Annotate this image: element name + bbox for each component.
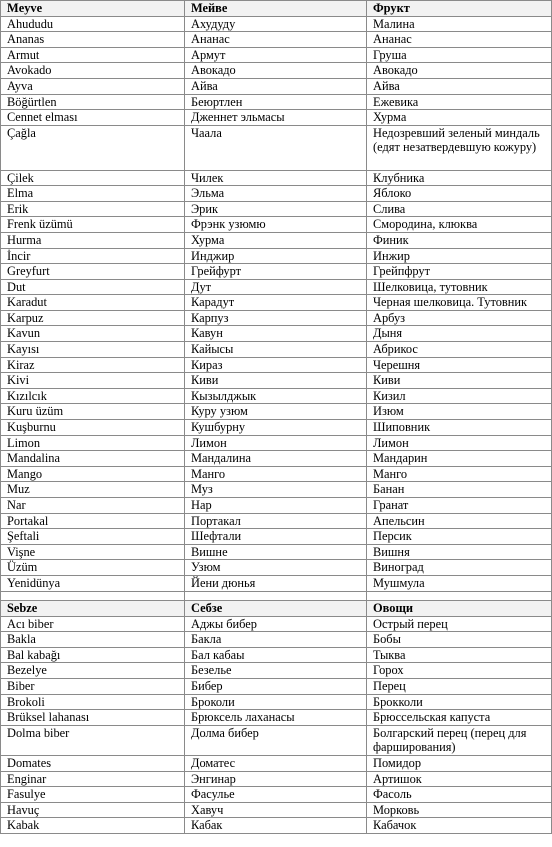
fruit-row	[1, 232, 552, 248]
cell-transliteration: Кайысы	[185, 342, 367, 358]
fruit-row	[1, 466, 552, 482]
cell-russian: Авокадо	[367, 63, 552, 79]
cell-transliteration: Узюм	[185, 560, 367, 576]
cell-transliteration: Эрик	[185, 201, 367, 217]
cell-russian: Грейпфрут	[367, 264, 552, 280]
cell-turkish: Böğürtlen	[1, 94, 185, 110]
cell-russian: Арбуз	[367, 310, 552, 326]
cell-transliteration: Мандалина	[185, 451, 367, 467]
fruit-row	[1, 404, 552, 420]
cell-transliteration: Армут	[185, 47, 367, 63]
cell-turkish: Karadut	[1, 295, 185, 311]
cell-russian: Артишок	[367, 771, 552, 787]
cell-turkish: Kuşburnu	[1, 420, 185, 436]
cell-russian: Гранат	[367, 498, 552, 514]
cell-russian: Брокколи	[367, 694, 552, 710]
cell-russian: Тыква	[367, 647, 552, 663]
cell-transliteration: Брюксель лаханасы	[185, 710, 367, 726]
fruit-row	[1, 94, 552, 110]
empty-cell	[1, 591, 185, 600]
cell-turkish: Vişne	[1, 544, 185, 560]
cell-russian: Малина	[367, 16, 552, 32]
cell-russian: Айва	[367, 78, 552, 94]
cell-russian: Болгарский перец (перец для фарширования)	[367, 725, 552, 755]
fruit-row	[1, 110, 552, 126]
cell-transliteration: Портакал	[185, 513, 367, 529]
cell-turkish: Avokado	[1, 63, 185, 79]
cell-russian: Дыня	[367, 326, 552, 342]
cell-turkish: Üzüm	[1, 560, 185, 576]
fruit-row	[1, 342, 552, 358]
cell-transliteration: Грейфурт	[185, 264, 367, 280]
cell-turkish: Nar	[1, 498, 185, 514]
cell-russian: Кабачок	[367, 818, 552, 834]
fruit-row	[1, 310, 552, 326]
fruit-row	[1, 47, 552, 63]
cell-transliteration: Кавун	[185, 326, 367, 342]
cell-russian: Шиповник	[367, 420, 552, 436]
cell-turkish: Enginar	[1, 771, 185, 787]
cell-transliteration: Эльма	[185, 186, 367, 202]
cell-transliteration: Чилек	[185, 170, 367, 186]
cell-turkish: Bal kabağı	[1, 647, 185, 663]
cell-transliteration: Ананас	[185, 32, 367, 48]
cell-russian: Ежевика	[367, 94, 552, 110]
vegetable-row	[1, 771, 552, 787]
cell-russian: Недозревший зеленый миндаль (едят незатвердевшую кожуру)	[367, 125, 552, 170]
fruit-row	[1, 326, 552, 342]
cell-transliteration: Бакла	[185, 632, 367, 648]
cell-transliteration: Дженнет эльмасы	[185, 110, 367, 126]
cell-transliteration: Лимон	[185, 435, 367, 451]
cell-transliteration: Ахудуду	[185, 16, 367, 32]
fruit-row	[1, 498, 552, 514]
cell-turkish: Limon	[1, 435, 185, 451]
empty-cell	[185, 591, 367, 600]
cell-turkish: Kavun	[1, 326, 185, 342]
fruit-row	[1, 32, 552, 48]
cell-transliteration: Доматес	[185, 755, 367, 771]
cell-turkish: Mandalina	[1, 451, 185, 467]
cell-russian: Ананас	[367, 32, 552, 48]
cell-turkish: Muz	[1, 482, 185, 498]
cell-transliteration: Энгинар	[185, 771, 367, 787]
cell-turkish: Erik	[1, 201, 185, 217]
cell-turkish: Ayva	[1, 78, 185, 94]
cell-transliteration: Долма бибер	[185, 725, 367, 755]
cell-transliteration: Дут	[185, 279, 367, 295]
cell-russian: Манго	[367, 466, 552, 482]
cell-russian: Яблоко	[367, 186, 552, 202]
cell-russian: Инжир	[367, 248, 552, 264]
cell-transliteration: Муз	[185, 482, 367, 498]
cell-turkish: Havuç	[1, 802, 185, 818]
vegetable-row	[1, 678, 552, 694]
fruit-row	[1, 186, 552, 202]
cell-turkish: Greyfurt	[1, 264, 185, 280]
cell-turkish: Kuru üzüm	[1, 404, 185, 420]
cell-russian: Горох	[367, 663, 552, 679]
cell-turkish: Ananas	[1, 32, 185, 48]
fruit-row	[1, 544, 552, 560]
cell-russian: Острый перец	[367, 616, 552, 632]
cell-russian: Изюм	[367, 404, 552, 420]
vegetable-row	[1, 818, 552, 834]
cell-russian: Брюссельская капуста	[367, 710, 552, 726]
cell-turkish: Armut	[1, 47, 185, 63]
cell-transliteration: Беюртлен	[185, 94, 367, 110]
cell-russian: Апельсин	[367, 513, 552, 529]
cell-transliteration: Кызылджык	[185, 388, 367, 404]
header-cell-turkish: Meyve	[1, 1, 185, 17]
vegetable-header-row	[1, 600, 552, 616]
cell-turkish: Portakal	[1, 513, 185, 529]
cell-russian: Персик	[367, 529, 552, 545]
fruit-row	[1, 63, 552, 79]
cell-transliteration: Бибер	[185, 678, 367, 694]
cell-turkish: Karpuz	[1, 310, 185, 326]
cell-russian: Шелковица, тутовник	[367, 279, 552, 295]
cell-turkish: Dolma biber	[1, 725, 185, 755]
cell-transliteration: Вишне	[185, 544, 367, 560]
cell-transliteration: Авокадо	[185, 63, 367, 79]
cell-turkish: Mango	[1, 466, 185, 482]
cell-transliteration: Кираз	[185, 357, 367, 373]
header-cell-russian: Овощи	[367, 600, 552, 616]
vegetable-row	[1, 694, 552, 710]
cell-turkish: Kivi	[1, 373, 185, 389]
fruit-row	[1, 16, 552, 32]
fruit-row	[1, 388, 552, 404]
cell-russian: Мандарин	[367, 451, 552, 467]
fruit-row	[1, 420, 552, 436]
cell-turkish: Şeftali	[1, 529, 185, 545]
cell-russian: Морковь	[367, 802, 552, 818]
fruit-row	[1, 78, 552, 94]
cell-russian: Лимон	[367, 435, 552, 451]
fruit-row	[1, 357, 552, 373]
cell-transliteration: Хурма	[185, 232, 367, 248]
cell-turkish: Domates	[1, 755, 185, 771]
cell-transliteration: Кабак	[185, 818, 367, 834]
cell-turkish: Acı biber	[1, 616, 185, 632]
cell-transliteration: Фрэнк узюмю	[185, 217, 367, 233]
cell-transliteration: Куру узюм	[185, 404, 367, 420]
header-cell-turkish: Sebze	[1, 600, 185, 616]
fruit-row	[1, 201, 552, 217]
vegetable-row	[1, 632, 552, 648]
cell-turkish: Bezelye	[1, 663, 185, 679]
fruit-row	[1, 125, 552, 170]
fruit-row	[1, 482, 552, 498]
empty-cell	[367, 591, 552, 600]
vegetable-row	[1, 663, 552, 679]
cell-turkish: Yenidünya	[1, 575, 185, 591]
cell-russian: Черешня	[367, 357, 552, 373]
cell-turkish: Brokoli	[1, 694, 185, 710]
fruit-row	[1, 513, 552, 529]
cell-transliteration: Айва	[185, 78, 367, 94]
cell-turkish: Brüksel lahanası	[1, 710, 185, 726]
vegetable-row	[1, 616, 552, 632]
vegetable-row	[1, 755, 552, 771]
cell-russian: Финик	[367, 232, 552, 248]
cell-turkish: Ahududu	[1, 16, 185, 32]
cell-transliteration: Аджы бибер	[185, 616, 367, 632]
fruit-row	[1, 529, 552, 545]
cell-russian: Хурма	[367, 110, 552, 126]
fruit-row	[1, 248, 552, 264]
cell-russian: Виноград	[367, 560, 552, 576]
cell-turkish: Cennet elması	[1, 110, 185, 126]
cell-transliteration: Инджир	[185, 248, 367, 264]
fruit-row	[1, 295, 552, 311]
cell-turkish: Dut	[1, 279, 185, 295]
cell-russian: Мушмула	[367, 575, 552, 591]
fruit-row	[1, 264, 552, 280]
fruit-row	[1, 451, 552, 467]
cell-turkish: Kayısı	[1, 342, 185, 358]
cell-transliteration: Йени дюнья	[185, 575, 367, 591]
cell-turkish: İncir	[1, 248, 185, 264]
cell-turkish: Elma	[1, 186, 185, 202]
fruit-row	[1, 170, 552, 186]
cell-transliteration: Манго	[185, 466, 367, 482]
cell-turkish: Kiraz	[1, 357, 185, 373]
cell-transliteration: Чаала	[185, 125, 367, 170]
cell-russian: Кизил	[367, 388, 552, 404]
cell-turkish: Çilek	[1, 170, 185, 186]
header-cell-transliteration: Мейве	[185, 1, 367, 17]
cell-transliteration: Шефтали	[185, 529, 367, 545]
cell-turkish: Kabak	[1, 818, 185, 834]
cell-russian: Груша	[367, 47, 552, 63]
cell-turkish: Çağla	[1, 125, 185, 170]
cell-turkish: Fasulye	[1, 787, 185, 803]
cell-russian: Черная шелковица. Тутовник	[367, 295, 552, 311]
fruit-row	[1, 217, 552, 233]
cell-transliteration: Броколи	[185, 694, 367, 710]
cell-russian: Бобы	[367, 632, 552, 648]
cell-russian: Вишня	[367, 544, 552, 560]
cell-transliteration: Кушбурну	[185, 420, 367, 436]
cell-russian: Смородина, клюква	[367, 217, 552, 233]
cell-russian: Клубника	[367, 170, 552, 186]
cell-russian: Банан	[367, 482, 552, 498]
vegetable-row	[1, 647, 552, 663]
fruit-row	[1, 560, 552, 576]
vegetable-row	[1, 787, 552, 803]
cell-russian: Абрикос	[367, 342, 552, 358]
cell-transliteration: Нар	[185, 498, 367, 514]
fruit-row	[1, 279, 552, 295]
header-cell-transliteration: Себзе	[185, 600, 367, 616]
cell-transliteration: Киви	[185, 373, 367, 389]
cell-transliteration: Хавуч	[185, 802, 367, 818]
cell-transliteration: Карадут	[185, 295, 367, 311]
cell-turkish: Frenk üzümü	[1, 217, 185, 233]
fruit-row	[1, 373, 552, 389]
fruit-header-row	[1, 1, 552, 17]
cell-russian: Перец	[367, 678, 552, 694]
cell-russian: Фасоль	[367, 787, 552, 803]
cell-transliteration: Фасулье	[185, 787, 367, 803]
cell-transliteration: Бал кабаы	[185, 647, 367, 663]
vegetable-row	[1, 710, 552, 726]
cell-russian: Слива	[367, 201, 552, 217]
cell-turkish: Biber	[1, 678, 185, 694]
vegetable-row	[1, 725, 552, 755]
fruit-row	[1, 575, 552, 591]
vegetable-row	[1, 802, 552, 818]
cell-turkish: Hurma	[1, 232, 185, 248]
cell-turkish: Kızılcık	[1, 388, 185, 404]
cell-transliteration: Карпуз	[185, 310, 367, 326]
section-spacer-row	[1, 591, 552, 600]
cell-turkish: Bakla	[1, 632, 185, 648]
cell-transliteration: Безелье	[185, 663, 367, 679]
header-cell-russian: Фрукт	[367, 1, 552, 17]
cell-russian: Киви	[367, 373, 552, 389]
vocabulary-table-body	[1, 1, 552, 834]
fruit-row	[1, 435, 552, 451]
cell-russian: Помидор	[367, 755, 552, 771]
